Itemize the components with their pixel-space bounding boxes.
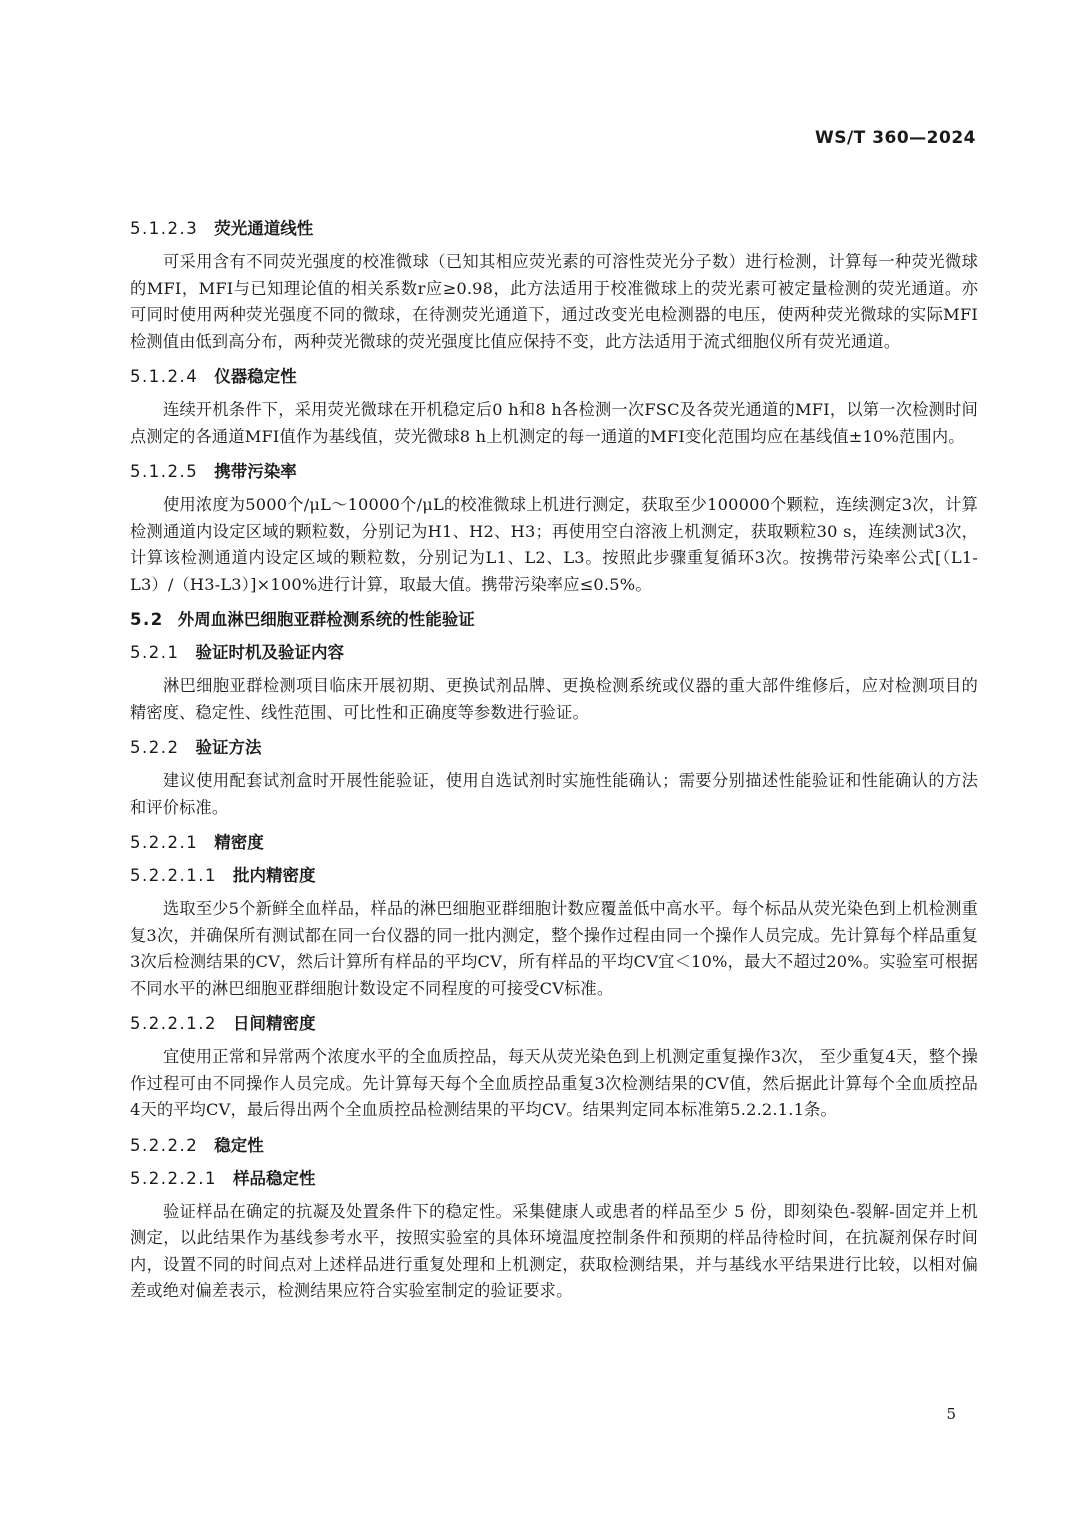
section-title: 外周血淋巴细胞亚群检测系统的性能验证 — [177, 610, 475, 629]
page-number: 5 — [946, 1405, 956, 1423]
section-paragraph: 淋巴细胞亚群检测项目临床开展初期、更换试剂品牌、更换检测系统或仪器的重大部件维修后，应对检测项目的精密度、稳定性、线性范围、可比性和正确度等参数进行验证。 — [130, 676, 978, 722]
section-paragraph: 建议使用配套试剂盒时开展性能验证，使用自选试剂时实施性能确认；需要分别描述性能验证和性能确认的方法和评价标准。 — [130, 771, 978, 817]
section-number: 5.2.2.2.1 — [130, 1168, 217, 1188]
section-heading — [130, 1011, 978, 1037]
section-title: 精密度 — [214, 833, 264, 852]
section-heading — [130, 735, 978, 761]
section-paragraph: 连续开机条件下，采用荧光微球在开机稳定后0 h和8 h各检测一次FSC及各荧光通道的MFI，以第一次检测时间点测定的各通道MFI值作为基线值，荧光微球8 h上机测定的每一通道的MFI变化范围均应在基线值±10%范围内。 — [130, 400, 978, 446]
section-heading — [130, 1166, 978, 1192]
section-number: 5.1.2.5 — [130, 462, 199, 481]
section-title: 携带污染率 — [214, 462, 297, 481]
section-paragraph: 宜使用正常和异常两个浓度水平的全血质控品，每天从荧光染色到上机测定重复操作3次， 至少重复4天，整个操作过程可由不同操作人员完成。先计算每天每个全血质控品重复3次检测结果的CV值，然后据此计算每个全血质控品4天的平均CV，最后得出两个全血质控品检测结果的平均CV。结果判定同本标准第5.2.2.1.1条。 — [130, 1047, 978, 1119]
section-title: 荧光通道线性 — [214, 219, 314, 238]
section-title: 批内精密度 — [232, 866, 316, 885]
section-title: 验证时机及验证内容 — [195, 643, 344, 662]
section-title: 验证方法 — [195, 738, 262, 757]
section-title: 样品稳定性 — [232, 1168, 316, 1188]
section-number: 5.2.2.1 — [130, 833, 199, 852]
section-paragraph: 选取至少5个新鲜全血样品，样品的淋巴细胞亚群细胞计数应覆盖低中高水平。每个标品从荧光染色到上机检测重复3次，并确保所有测试都在同一台仪器的同一批内测定，整个操作过程由同一个操作人员完成。先计算每个样品重复3次后检测结果的CV，然后计算所有样品的平均CV，所有样品的平均CV宜＜10%，最大不超过20%。实验室可根据不同水平的淋巴细胞亚群细胞计数设定不同程度的可接受CV标准。 — [130, 899, 978, 998]
section-paragraph: 验证样品在确定的抗凝及处置条件下的稳定性。采集健康人或患者的样品至少 5 份，即刻染色-裂解-固定并上机测定，以此结果作为基线参考水平，按照实验室的具体环境温度控制条件和预期的样品待检时间，在抗凝剂保存时间内，设置不同的时间点对上述样品进行重复处理和上机测定，获取检测结果，并与基线水平结果进行比较，以相对偏差或绝对偏差表示，检测结果应符合实验室制定的验证要求。 — [130, 1201, 978, 1300]
section-paragraph: 使用浓度为5000个/μL～10000个/μL的校准微球上机进行测定，获取至少100000个颗粒，连续测定3次，计算检测通道内设定区域的颗粒数，分别记为H1、H2、H3；再使用空白溶液上机测定，获取颗粒30 s，连续测试3次，计算该检测通道内设定区域的颗粒数，分别记为L1、L2、L3。按照此步骤重复循环3次。按携带污染率公式[（L1-L3）/（H3-L3）]×100%进行计算，取最大值。携带污染率应≤0.5%。 — [130, 495, 978, 594]
section-heading — [130, 607, 978, 633]
section-number: 5.2.2.2 — [130, 1135, 199, 1155]
section-heading — [130, 1133, 978, 1159]
document-code: WS/T 360—2024 — [814, 128, 976, 148]
section-number: 5.2.2 — [130, 738, 180, 757]
section-heading — [130, 640, 978, 666]
section-title: 日间精密度 — [232, 1014, 316, 1033]
section-heading — [130, 830, 978, 856]
document-body — [130, 216, 978, 1314]
section-title: 仪器稳定性 — [214, 367, 297, 386]
section-heading — [130, 364, 978, 390]
section-number: 5.2.2.1.1 — [130, 866, 217, 885]
section-number: 5.2 — [130, 610, 164, 629]
section-paragraph: 可采用含有不同荧光强度的校准微球（已知其相应荧光素的可溶性荧光分子数）进行检测，计算每一种荧光微球的MFI，MFI与已知理论值的相关系数r应≥0.98，此方法适用于校准微球上的荧光素可被定量检测的荧光通道。亦可同时使用两种荧光强度不同的微球，在待测荧光通道下，通过改变光电检测器的电压，使两种荧光微球的实际MFI检测值由低到高分布，两种荧光微球的荧光强度比值应保持不变，此方法适用于流式细胞仪所有荧光通道。 — [130, 252, 978, 351]
section-heading — [130, 216, 978, 242]
section-title: 稳定性 — [214, 1135, 264, 1155]
section-number: 5.1.2.3 — [130, 219, 199, 238]
section-number: 5.2.1 — [130, 643, 180, 662]
section-heading — [130, 459, 978, 485]
section-number: 5.2.2.1.2 — [130, 1014, 217, 1033]
section-heading — [130, 863, 978, 889]
section-number: 5.1.2.4 — [130, 367, 199, 386]
